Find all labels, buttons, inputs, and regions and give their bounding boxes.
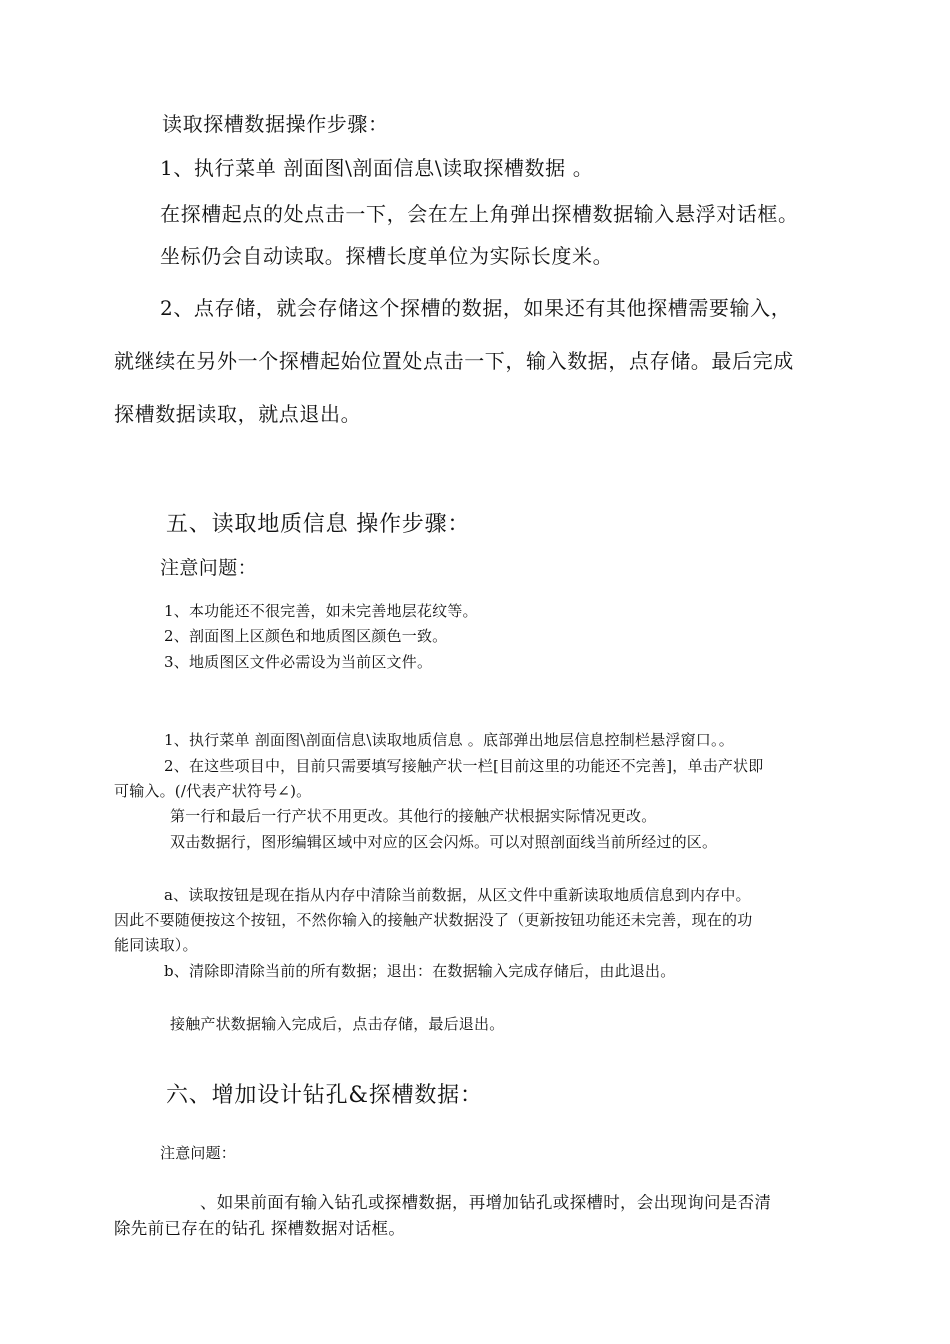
geology-step-2-line-2: 可输入。(/代表产状符号∠)。	[114, 782, 312, 800]
section-title-geology: 五、读取地质信息 操作步骤：	[166, 512, 471, 537]
trench-paragraph-1: 在探槽起点的处点击一下，会在左上角弹出探槽数据输入悬浮对话框。	[160, 202, 799, 226]
trench-paragraph-2: 坐标仍会自动读取。探槽长度单位为实际长度米。	[160, 244, 614, 268]
geology-final: 接触产状数据输入完成后，点击存储，最后退出。	[170, 1015, 505, 1033]
section-title-trench: 读取探槽数据操作步骤：	[162, 112, 389, 136]
design-paragraph-line-2: 除先前已存在的钻孔 探槽数据对话框。	[114, 1219, 406, 1238]
geology-step-1: 1、执行菜单 剖面图\剖面信息\读取地质信息 。底部弹出地层信息控制栏悬浮窗口。。	[164, 731, 734, 749]
geology-note-2: 2、剖面图上区颜色和地质图区颜色一致。	[164, 627, 448, 645]
trench-step-2-line-2: 就继续在另外一个探槽起始位置处点击一下，输入数据，点存储。最后完成	[114, 349, 794, 373]
geology-a-line-3: 能同读取）。	[114, 936, 198, 954]
geology-notes-label: 注意问题：	[160, 557, 258, 579]
trench-step-1: 1、执行菜单 剖面图\剖面信息\读取探槽数据 。	[160, 156, 594, 180]
geology-a-line-1: a、读取按钮是现在指从内存中清除当前数据，从区文件中重新读取地质信息到内存中。	[164, 886, 751, 904]
geology-b-line: b、清除即清除当前的所有数据；退出：在数据输入完成存储后，由此退出。	[164, 962, 676, 980]
geology-double-click: 双击数据行，图形编辑区域中对应的区会闪烁。可以对照剖面线当前所经过的区。	[170, 833, 718, 851]
design-notes-label: 注意问题：	[160, 1144, 237, 1162]
geology-first-last-row: 第一行和最后一行产状不用更改。其他行的接触产状根据实际情况更改。	[170, 807, 657, 825]
trench-step-2-line-1: 2、点存储，就会存储这个探槽的数据，如果还有其他探槽需要输入，	[160, 296, 792, 320]
geology-note-1: 1、本功能还不很完善，如未完善地层花纹等。	[164, 602, 478, 620]
geology-step-2-line-1: 2、在这些项目中，目前只需要填写接触产状一栏[目前这里的功能还不完善]，单击产状即	[164, 757, 764, 775]
section-title-design: 六、增加设计钻孔&探槽数据：	[166, 1083, 483, 1108]
design-paragraph-line-1: 、如果前面有输入钻孔或探槽数据，再增加钻孔或探槽时，会出现询问是否清	[200, 1193, 772, 1212]
geology-a-line-2: 因此不要随便按这个按钮，不然你输入的接触产状数据没了（更新按钮功能还未完善，现在的功	[114, 911, 753, 929]
trench-step-2-line-3: 探槽数据读取，就点退出。	[114, 402, 362, 426]
geology-note-3: 3、地质图区文件必需设为当前区文件。	[164, 653, 433, 671]
